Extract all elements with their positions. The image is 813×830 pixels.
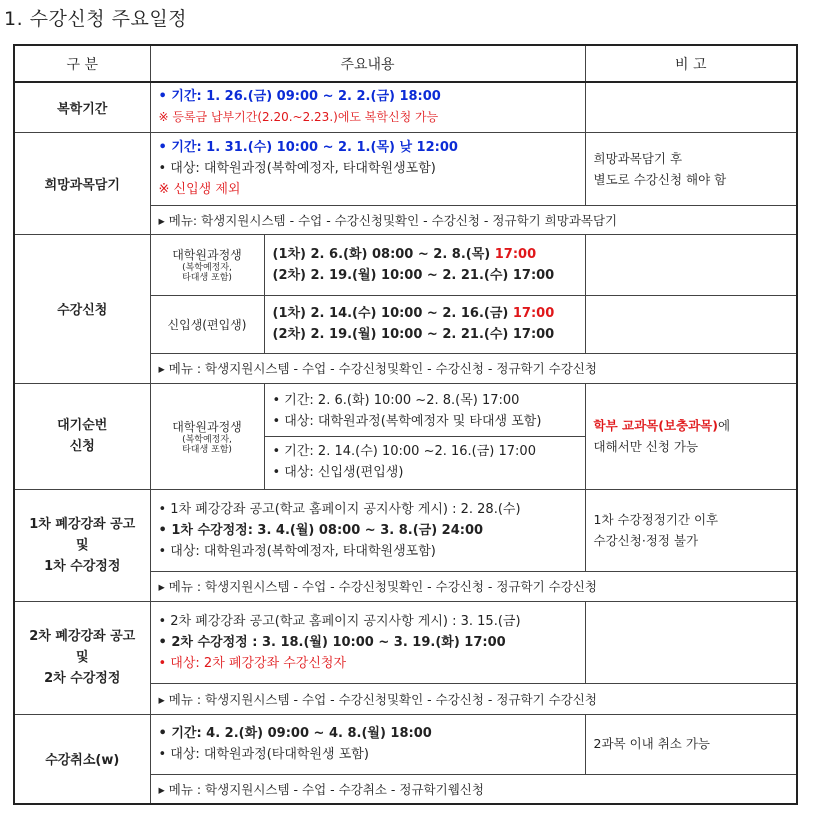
cancel1-notice: • 1차 폐강강좌 공고(학교 홈페이지 공지사항 게시) : 2. 28.(수) bbox=[158, 501, 521, 517]
waitlist-grad-label-cell bbox=[150, 383, 264, 489]
register-fresh-label: 신입생(편입생) bbox=[150, 295, 264, 353]
cancel1-remark-2: 수강신청·정정 불가 bbox=[593, 533, 699, 548]
header-category: 구 분 bbox=[14, 45, 150, 82]
table-header-row bbox=[14, 45, 797, 82]
wish-note: ※ 신입생 제외 bbox=[158, 182, 241, 197]
waitlist-remark-red: 학부 교과목(보충과목) bbox=[593, 418, 718, 433]
row-wish-name: 희망과목담기 bbox=[14, 132, 150, 234]
waitlist-fresh-target: • 대상: 신입생(편입생) bbox=[272, 464, 404, 480]
table-row bbox=[14, 82, 797, 132]
register-fresh-remark bbox=[585, 295, 797, 353]
cancel2-target: • 대상: 2차 폐강강좌 수강신청자 bbox=[158, 655, 347, 671]
wish-remark-2: 별도로 수강신청 해야 함 bbox=[593, 171, 727, 187]
waitlist-name-2: 신청 bbox=[69, 439, 95, 454]
row-cancel1-name bbox=[14, 489, 150, 601]
cancel2-name-3: 2차 수강정정 bbox=[44, 671, 121, 686]
register-fresh-round-2: (2차) 2. 19.(월) 10:00 ~ 2. 21.(수) 17:00 bbox=[272, 327, 555, 342]
withdraw-period: • 기간: 4. 2.(화) 09:00 ~ 4. 8.(월) 18:00 bbox=[158, 726, 432, 741]
row-return-content bbox=[150, 82, 585, 132]
waitlist-remark-1 bbox=[594, 415, 789, 436]
row-return-remark bbox=[585, 82, 797, 132]
cancel2-menu-path: ▸ 메뉴 : 학생지원시스템 - 수업 - 수강신청및확인 - 수강신청 - 정규학기 수강신청 bbox=[150, 683, 797, 714]
row-cancel2-content bbox=[150, 601, 585, 683]
register-grad-remark bbox=[585, 234, 797, 295]
return-period: • 기간: 1. 26.(금) 09:00 ~ 2. 2.(금) 18:00 bbox=[158, 89, 441, 105]
row-wish-remark bbox=[585, 132, 797, 205]
table-row bbox=[14, 383, 797, 489]
table-row bbox=[14, 489, 797, 571]
wish-menu-path: ▸ 메뉴: 학생지원시스템 - 수업 - 수강신청및확인 - 수강신청 - 정규학기 희망과목담기 bbox=[150, 205, 797, 234]
wish-period: • 기간: 1. 31.(수) 10:00 ~ 2. 1.(목) 낮 12:00 bbox=[158, 140, 458, 155]
cancel1-menu-path: ▸ 메뉴 : 학생지원시스템 - 수업 - 수강신청및확인 - 수강신청 - 정규학기 수강신청 bbox=[150, 571, 797, 601]
row-waitlist-name bbox=[14, 383, 150, 489]
page-title: 1. 수강신청 주요일정 bbox=[4, 8, 188, 30]
register-grad-round-2: (2차) 2. 19.(월) 10:00 ~ 2. 21.(수) 17:00 bbox=[272, 267, 555, 283]
cancel2-notice: • 2차 폐강강좌 공고(학교 홈페이지 공지사항 게시) : 3. 15.(금) bbox=[158, 613, 521, 629]
register-grad-round-1-text: (1차) 2. 6.(화) 08:00 ~ 2. 8.(목) bbox=[272, 246, 495, 262]
register-menu-path: ▸ 메뉴 : 학생지원시스템 - 수업 - 수강신청및확인 - 수강신청 - 정규학기 수강신청 bbox=[150, 353, 797, 383]
row-withdraw-name: 수강취소(w) bbox=[14, 714, 150, 804]
table-row bbox=[14, 601, 797, 683]
register-grad-label-cell bbox=[150, 234, 264, 295]
row-cancel1-content bbox=[150, 489, 585, 571]
withdraw-menu-path: ▸ 메뉴 : 학생지원시스템 - 수업 - 수강취소 - 정규학기웹신청 bbox=[150, 774, 797, 804]
row-wish-content bbox=[150, 132, 585, 205]
waitlist-fresh-period: • 기간: 2. 14.(수) 10:00 ~2. 16.(금) 17:00 bbox=[272, 443, 536, 459]
row-withdraw-content bbox=[150, 714, 585, 774]
cancel1-remark-1: 1차 수강정정기간 이후 bbox=[593, 512, 719, 527]
waitlist-grad-small-2: 타대생 포함) bbox=[182, 444, 232, 455]
cancel1-target: • 대상: 대학원과정(복학예정자, 타대학원생포함) bbox=[158, 543, 436, 559]
wish-remark-1: 희망과목담기 후 bbox=[593, 150, 683, 166]
register-grad-round-1 bbox=[273, 244, 577, 265]
register-fresh-round-1-time: 17:00 bbox=[512, 306, 555, 321]
row-return-name: 복학기간 bbox=[14, 82, 150, 132]
register-fresh-round-1-text: (1차) 2. 14.(수) 10:00 ~ 2. 16.(금) bbox=[272, 306, 513, 321]
table-row bbox=[14, 234, 797, 295]
row-withdraw-remark: 2과목 이내 취소 가능 bbox=[585, 714, 797, 774]
header-remarks: 비 고 bbox=[585, 45, 797, 82]
waitlist-grad-label: 대학원과정생 bbox=[172, 419, 242, 434]
schedule-table bbox=[13, 44, 798, 805]
return-note: ※ 등록금 납부기간(2.20.~2.23.)에도 복학신청 가능 bbox=[158, 110, 439, 125]
withdraw-target: • 대상: 대학원과정(타대학원생 포함) bbox=[158, 747, 369, 762]
waitlist-remark-2: 대해서만 신청 가능 bbox=[593, 439, 699, 454]
waitlist-grad-period: • 기간: 2. 6.(화) 10:00 ~2. 8.(목) 17:00 bbox=[272, 392, 520, 408]
cancel1-name-3: 1차 수강정정 bbox=[44, 558, 121, 574]
cancel1-name-1: 1차 폐강강좌 공고 bbox=[29, 516, 136, 532]
register-fresh-periods bbox=[264, 295, 585, 353]
table-row bbox=[14, 132, 797, 205]
row-register-name: 수강신청 bbox=[14, 234, 150, 383]
row-cancel2-remark bbox=[585, 601, 797, 683]
waitlist-grad-target: • 대상: 대학원과정(복학예정자 및 타대생 포함) bbox=[272, 413, 542, 429]
waitlist-grad-small-1: (복학예정자, bbox=[182, 434, 232, 445]
register-grad-small-2: 타대생 포함) bbox=[182, 273, 232, 283]
row-cancel1-remark bbox=[585, 489, 797, 571]
register-grad-label: 대학원과정생 bbox=[172, 248, 242, 262]
cancel2-name-1: 2차 폐강강좌 공고 bbox=[29, 629, 136, 644]
waitlist-grad-block bbox=[265, 386, 585, 436]
row-waitlist-remark bbox=[585, 383, 797, 489]
cancel1-correction: • 1차 수강정정: 3. 4.(월) 08:00 ~ 3. 8.(금) 24:00 bbox=[158, 522, 484, 538]
row-cancel2-name bbox=[14, 601, 150, 714]
cancel1-name-2: 및 bbox=[75, 537, 89, 553]
register-grad-small-1: (복학예정자, bbox=[182, 263, 232, 273]
register-fresh-round-1 bbox=[273, 303, 577, 324]
waitlist-remark-tail: 에 bbox=[717, 418, 731, 433]
waitlist-fresh-block bbox=[265, 436, 585, 487]
waitlist-name-1: 대기순번 bbox=[57, 418, 108, 433]
register-grad-round-1-time: 17:00 bbox=[494, 246, 537, 262]
cancel2-name-2: 및 bbox=[75, 650, 89, 665]
waitlist-periods bbox=[264, 383, 585, 489]
register-grad-periods bbox=[264, 234, 585, 295]
cancel2-correction: • 2차 수강정정 : 3. 18.(월) 10:00 ~ 3. 19.(화) 17:00 bbox=[158, 634, 506, 650]
wish-target: • 대상: 대학원과정(복학예정자, 타대학원생포함) bbox=[158, 161, 436, 176]
header-content: 주요내용 bbox=[150, 45, 585, 82]
table-row bbox=[14, 714, 797, 774]
